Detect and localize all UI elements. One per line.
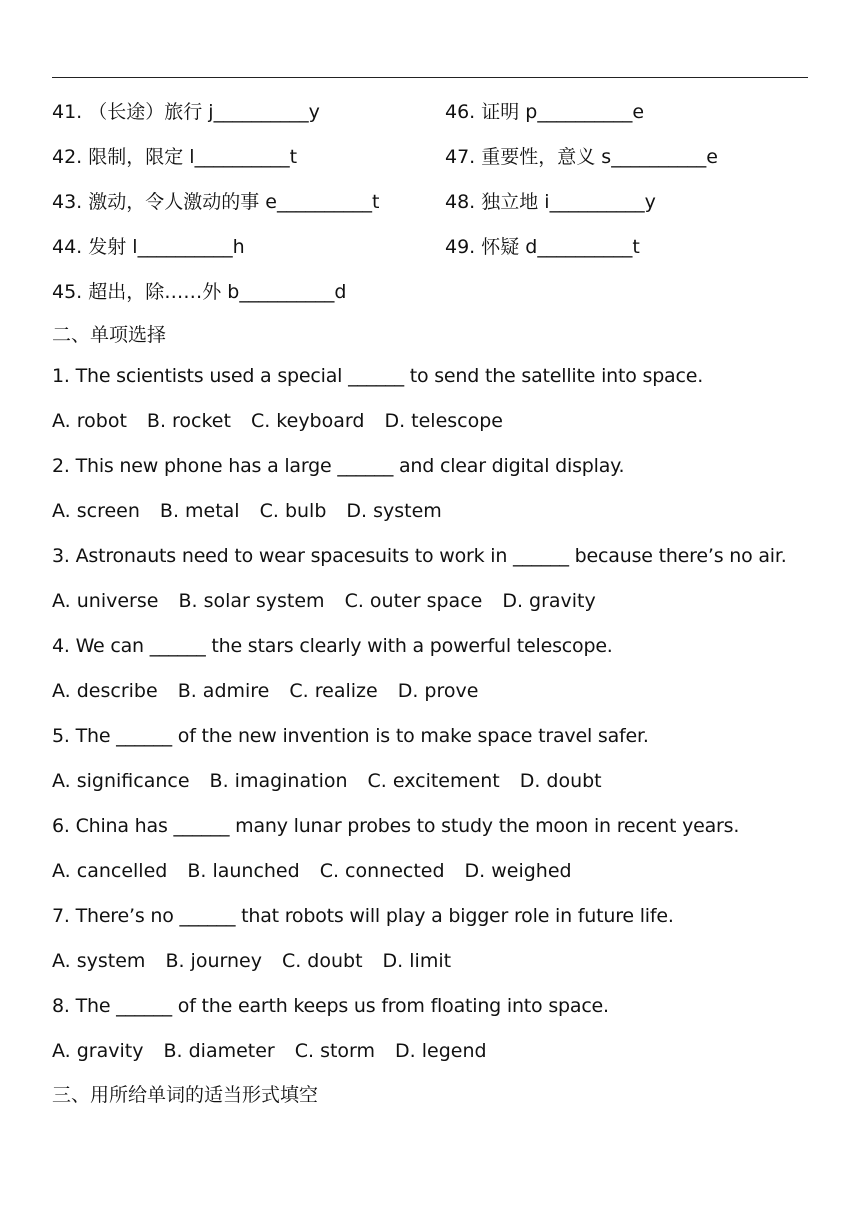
option-c: C. connected (319, 859, 445, 882)
vocab-item-47: 47. 重要性，意义 s__________e (445, 146, 718, 168)
top-rule (52, 77, 808, 78)
vocab-item-41: 41. （长途）旅行 j__________y (52, 101, 320, 123)
vocab-item-49: 49. 怀疑 d__________t (445, 236, 640, 258)
option-a: A. screen (52, 499, 140, 522)
option-d: D. prove (397, 679, 479, 702)
question-block-3 (52, 533, 812, 623)
question-block-7 (52, 893, 812, 983)
option-a: A. cancelled (52, 859, 168, 882)
question-block-1 (52, 353, 812, 443)
vocab-item-44: 44. 发射 l__________h (52, 236, 245, 258)
option-b: B. imagination (209, 769, 348, 792)
option-c: C. storm (294, 1039, 376, 1062)
option-c: C. excitement (367, 769, 500, 792)
question-block-6 (52, 803, 812, 893)
vocab-row (52, 268, 812, 313)
question-text: 3. Astronauts need to wear spacesuits to work in ______ because there’s no air. (52, 544, 787, 567)
question-block-8 (52, 983, 812, 1073)
vocab-row (52, 178, 812, 223)
vocab-row (52, 88, 812, 133)
answer-options (52, 578, 812, 623)
option-d: D. telescope (384, 409, 503, 432)
option-b: B. diameter (163, 1039, 275, 1062)
option-c: C. realize (289, 679, 378, 702)
answer-options (52, 938, 812, 983)
option-a: A. significance (52, 769, 190, 792)
option-a: A. robot (52, 409, 127, 432)
vocab-item-46: 46. 证明 p__________e (445, 101, 645, 123)
answer-options (52, 488, 812, 533)
question-text: 8. The ______ of the earth keeps us from floating into space. (52, 994, 609, 1017)
question-block-2 (52, 443, 812, 533)
answer-options (52, 398, 812, 443)
option-d: D. doubt (519, 769, 602, 792)
section-heading-word-forms: 三、用所给单词的适当形式填空 (52, 1083, 319, 1106)
option-c: C. bulb (259, 499, 327, 522)
option-d: D. limit (382, 949, 452, 972)
vocab-row (52, 223, 812, 268)
worksheet-page (52, 88, 812, 1113)
question-text: 5. The ______ of the new invention is to make space travel safer. (52, 724, 649, 747)
question-text: 6. China has ______ many lunar probes to study the moon in recent years. (52, 814, 740, 837)
option-a: A. gravity (52, 1039, 144, 1062)
vocab-item-42: 42. 限制，限定 l__________t (52, 146, 298, 168)
option-a: A. describe (52, 679, 158, 702)
option-c: C. outer space (344, 589, 483, 612)
answer-options (52, 1028, 812, 1073)
option-b: B. solar system (178, 589, 325, 612)
vocab-row (52, 133, 812, 178)
option-a: A. universe (52, 589, 159, 612)
option-c: C. doubt (281, 949, 363, 972)
question-block-4 (52, 623, 812, 713)
option-b: B. rocket (146, 409, 231, 432)
vocab-item-43: 43. 激动，令人激动的事 e__________t (52, 191, 380, 213)
question-text: 7. There’s no ______ that robots will play a bigger role in future life. (52, 904, 674, 927)
section-heading-multiple-choice: 二、单项选择 (52, 323, 167, 346)
question-text: 2. This new phone has a large ______ and clear digital display. (52, 454, 625, 477)
question-text: 1. The scientists used a special ______ to send the satellite into space. (52, 364, 704, 387)
answer-options (52, 848, 812, 893)
vocab-item-48: 48. 独立地 i__________y (445, 191, 656, 213)
option-d: D. system (346, 499, 442, 522)
question-block-5 (52, 713, 812, 803)
answer-options (52, 668, 812, 713)
vocab-item-45: 45. 超出，除……外 b__________d (52, 281, 347, 303)
option-b: B. launched (187, 859, 300, 882)
option-b: B. admire (177, 679, 270, 702)
answer-options (52, 758, 812, 803)
option-c: C. keyboard (250, 409, 365, 432)
vocab-section (52, 88, 812, 313)
option-d: D. legend (395, 1039, 487, 1062)
question-text: 4. We can ______ the stars clearly with a powerful telescope. (52, 634, 613, 657)
option-a: A. system (52, 949, 146, 972)
option-d: D. weighed (464, 859, 572, 882)
option-b: B. journey (165, 949, 262, 972)
option-b: B. metal (159, 499, 240, 522)
option-d: D. gravity (502, 589, 596, 612)
